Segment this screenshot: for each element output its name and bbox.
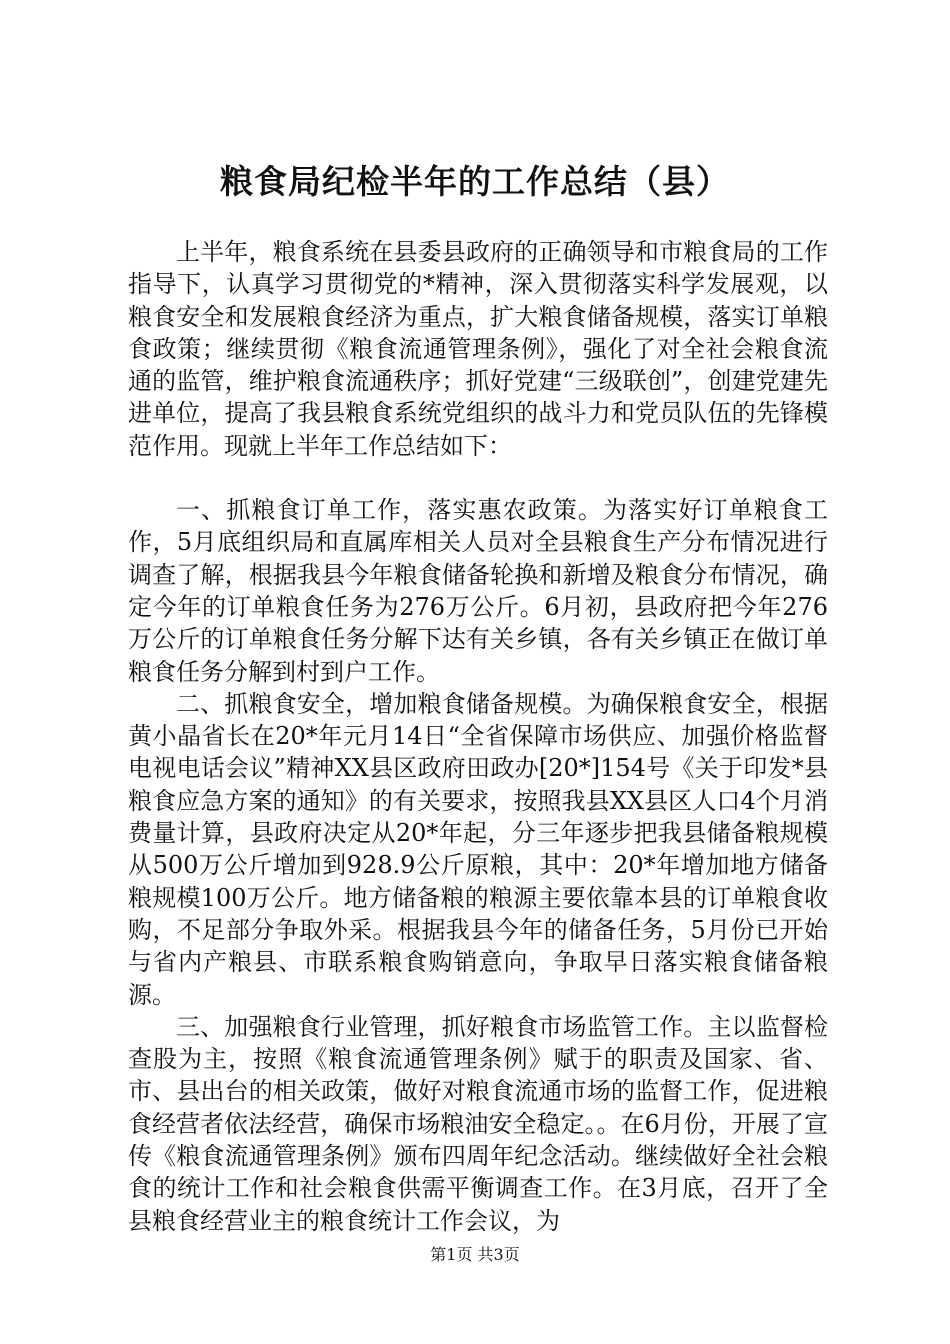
document-title: 粮食局纪检半年的工作总结（县） xyxy=(220,162,730,201)
paragraph-intro: 上半年，粮食系统在县委县政府的正确领导和市粮食局的工作指导下，认真学习贯彻党的*精神，深入贯彻落实科学发展观，以粮食安全和发展粮食经济为重点，扩大粮食储备规模，落实订单粮食政策；继续贯彻《粮食流通管理条例》，强化了对全社会粮食流通的监管，维护粮食流通秩序；抓好党建“三级联创”，创建党建先进单位，提高了我县粮食系统党组织的战斗力和党员队伍的先锋模范作用。现就上半年工作总结如下： xyxy=(128,238,828,460)
page-number: 第1页 共3页 xyxy=(430,1245,520,1264)
paragraph-section-1: 一、抓粮食订单工作，落实惠农政策。为落实好订单粮食工作，5月底组织局和直属库相关人员对全县粮食生产分布情况进行调查了解，根据我县今年粮食储备轮换和新增及粮食分布情况，确定今年的订单粮食任务为276万公斤。6月初，县政府把今年276万公斤的订单粮食任务分解下达有关乡镇，各有关乡镇正在做订单粮食任务分解到村到户工作。 xyxy=(128,496,828,686)
document-body xyxy=(128,236,828,1237)
paragraph-section-3: 三、加强粮食行业管理，抓好粮食市场监管工作。主以监督检查股为主，按照《粮食流通管理条例》赋于的职责及国家、省、市、县出台的相关政策，做好对粮食流通市场的监督工作，促进粮食经营者依法经营，确保市场粮油安全稳定。。在6月份，开展了宣传《粮食流通管理条例》颁布四周年纪念活动。继续做好全社会粮食的统计工作和社会粮食供需平衡调查工作。在3月底，召开了全县粮食经营业主的粮食统计工作会议，为 xyxy=(128,1012,828,1235)
paragraph-section-2: 二、抓粮食安全，增加粮食储备规模。为确保粮食安全，根据黄小晶省长在20*年元月14日“全省保障市场供应、加强价格监督电视电话会议”精神XX县区政府田政办[20*]154号《关于印发*县粮食应急方案的通知》的有关要求，按照我县XX县区人口4个月消费量计算，县政府决定从20*年起，分三年逐步把我县储备粮规模从500万公斤增加到928.9公斤原粮，其中：20*年增加地方储备粮规模100万公斤。地方储备粮的粮源主要依靠本县的订单粮食收购，不足部分争取外采。根据我县今年的储备任务，5月份已开始与省内产粮县、市联系粮食购销意向，争取早日落实粮食储备粮源。 xyxy=(128,689,828,1009)
